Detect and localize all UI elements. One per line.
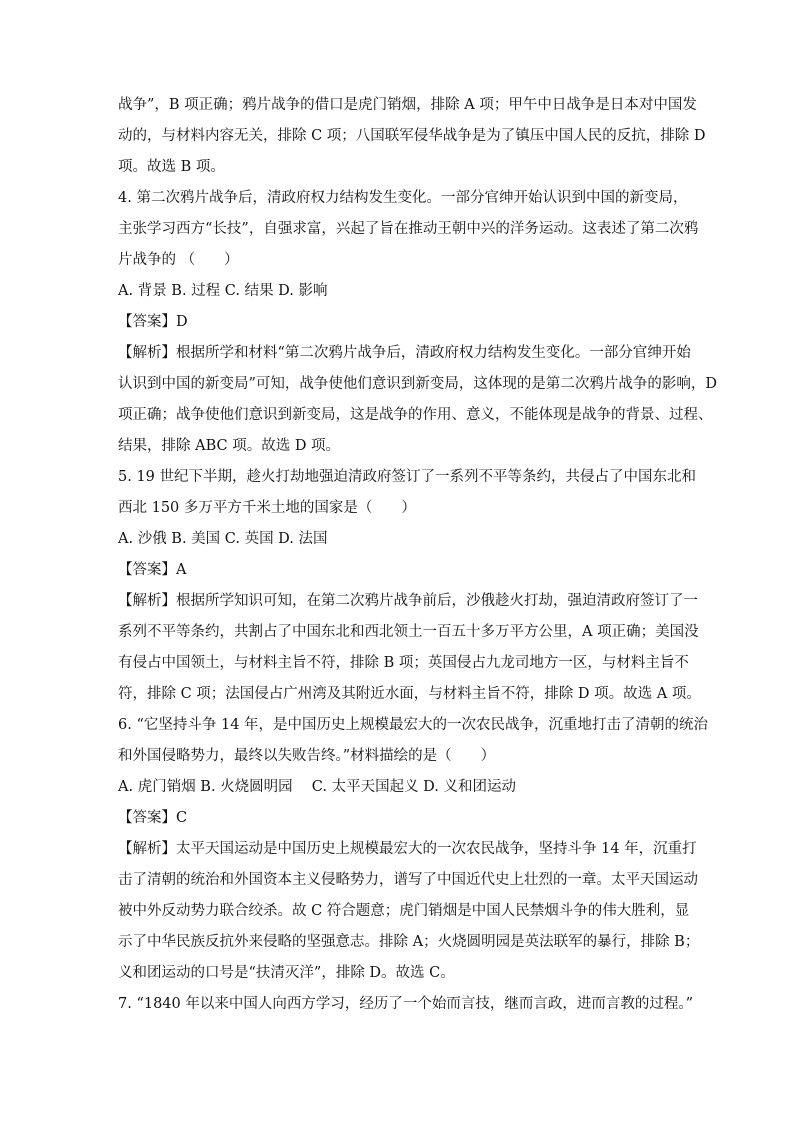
question-4-answer: 【答案】D bbox=[118, 314, 188, 330]
text-line: 认识到中国的新变局”可知，战争使他们意识到新变局，这体现的是第二次鸦片战争的影响，D bbox=[118, 376, 718, 392]
text-line: 示了中华民族反抗外来侵略的坚强意志。排除 A；火烧圆明园是英法联军的暴行，排除 B； bbox=[118, 934, 700, 950]
question-6-answer: 【答案】C bbox=[118, 810, 188, 826]
text-line: 结果，排除 ABC 项。故选 D 项。 bbox=[118, 438, 341, 454]
question-6-options: A. 虎门销烟 B. 火烧圆明园 C. 太平天国起义 D. 义和团运动 bbox=[118, 779, 517, 795]
question-5-analysis: 【解析】根据所学知识可知，在第二次鸦片战争前后，沙俄趁火打劫，强迫清政府签订了一 bbox=[118, 593, 698, 609]
question-5-answer: 【答案】A bbox=[118, 562, 187, 578]
question-5-stem: 5. 19 世纪下半期，趁火打劫地强迫清政府签订了一系列不平等条约，共侵占了中国东北和 bbox=[118, 469, 696, 485]
text-line: 系列不平等条约，共割占了中国东北和西北领土一百五十多万平方公里，A 项正确；美国没 bbox=[118, 624, 699, 640]
text-line: 被中外反动势力联合绞杀。故 C 符合题意；虎门销烟是中国人民禁烟斗争的伟大胜利，显 bbox=[118, 903, 690, 919]
question-5-options: A. 沙俄 B. 美国 C. 英国 D. 法国 bbox=[118, 531, 328, 547]
text-line: 主张学习西方“长技”，自强求富，兴起了旨在推动王朝中兴的洋务运动。这表述了第二次鸦 bbox=[118, 221, 699, 237]
text-line: 项正确；战争使他们意识到新变局，这是战争的作用、意义，不能体现是战争的背景、过程、 bbox=[118, 407, 713, 423]
text-line: 有侵占中国领土，与材料主旨不符，排除 B 项；英国侵占九龙司地方一区，与材料主旨不 bbox=[118, 655, 689, 671]
question-4-analysis: 【解析】根据所学和材料“第二次鸦片战争后，清政府权力结构发生变化。一部分官绅开始 bbox=[118, 345, 691, 361]
text-line: 片战争的 （ ） bbox=[118, 252, 239, 268]
text-line: 击了清朝的统治和外国资本主义侵略势力，谱写了中国近代史上壮烈的一章。太平天国运动 bbox=[118, 872, 698, 888]
question-6-analysis: 【解析】太平天国运动是中国历史上规模最宏大的一次农民战争，坚持斗争 14 年，沉重打 bbox=[118, 841, 697, 857]
text-line: 项。故选 B 项。 bbox=[118, 159, 225, 175]
question-4-stem: 4. 第二次鸦片战争后，清政府权力结构发生变化。一部分官绅开始认识到中国的新变局， bbox=[118, 190, 688, 206]
text-line: 动的，与材料内容无关，排除 C 项；八国联军侵华战争是为了镇压中国人民的反抗，排除 D bbox=[118, 128, 706, 144]
text-line: 义和团运动的口号是“扶清灭洋”，排除 D。故选 C。 bbox=[118, 965, 455, 981]
text-line: 战争”，B 项正确；鸦片战争的借口是虎门销烟，排除 A 项；甲午中日战争是日本对中国发 bbox=[118, 97, 697, 113]
question-6-stem: 6. “它坚持斗争 14 年，是中国历史上规模最宏大的一次农民战争，沉重地打击了清朝的统治 bbox=[118, 717, 709, 733]
text-line: 符，排除 C 项；法国侵占广州湾及其附近水面，与材料主旨不符，排除 D 项。故选 A 项。 bbox=[118, 686, 701, 702]
text-line: 西北 150 多万平方千米土地的国家是（ ） bbox=[118, 500, 416, 516]
text-line: 和外国侵略势力，最终以失败告终。”材料描绘的是（ ） bbox=[118, 748, 496, 764]
question-7-stem: 7. “1840 年以来中国人向西方学习，经历了一个始而言技，继而言政，进而言教的过程。” bbox=[118, 996, 694, 1012]
question-4-options: A. 背景 B. 过程 C. 结果 D. 影响 bbox=[118, 283, 328, 299]
